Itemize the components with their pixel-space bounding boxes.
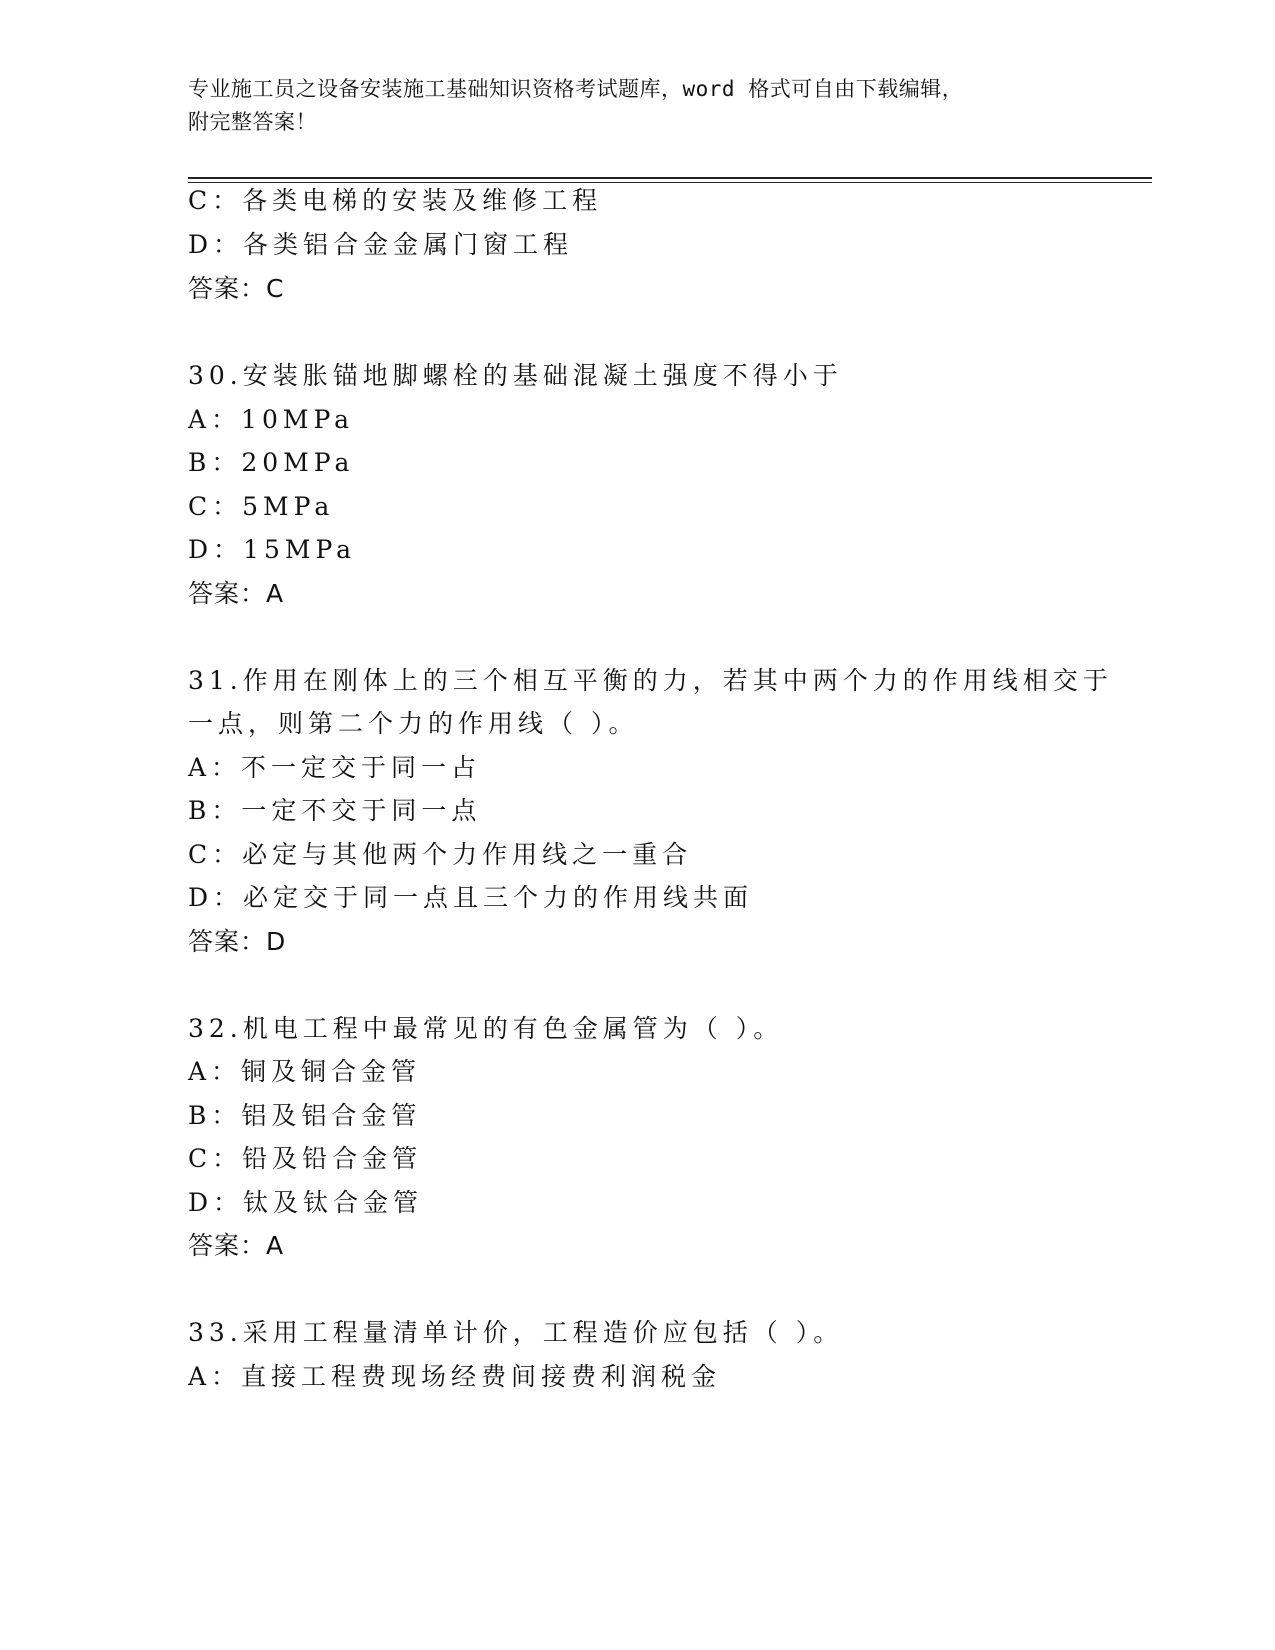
q32-option-c: C：铅及铅合金管 [188,1144,423,1173]
q29-option-d: D：各类铝合金金属门窗工程 [188,230,574,259]
q32-option-a: A：铜及铜合金管 [188,1057,422,1086]
q31-option-b: B：一定不交于同一点 [188,796,482,825]
q31-option-c: C：必定与其他两个力作用线之一重合 [188,840,693,869]
q31-answer: 答案：D [188,927,287,956]
q31-option-a: A：不一定交于同一占 [188,753,482,782]
header-line-2: 附完整答案！ [188,110,317,134]
q32-answer: 答案：A [188,1231,285,1260]
q31-option-d: D：必定交于同一点且三个力的作用线共面 [188,883,754,912]
q30-option-d: D：15MPa [188,535,357,564]
q30-option-a: A：10MPa [188,405,355,434]
q33-question: 33.采用工程量清单计价，工程造价应包括（ ）。 [188,1318,844,1347]
q32-option-d: D：钛及钛合金管 [188,1188,424,1217]
q29-option-c: C：各类电梯的安装及维修工程 [188,186,603,215]
q31-question-line-1: 31.作用在刚体上的三个相互平衡的力，若其中两个力的作用线相交于 [188,666,1113,695]
q32-option-b: B：铝及铝合金管 [188,1101,422,1130]
header-line-1: 专业施工员之设备安装施工基础知识资格考试题库，word 格式可自由下载编辑， [188,77,964,101]
q30-question: 30.安装胀锚地脚螺栓的基础混凝土强度不得小于 [188,361,843,390]
q33-option-a: A：直接工程费现场经费间接费利润税金 [188,1362,722,1391]
document-header [188,73,1148,139]
q31-question-line-2: 一点，则第二个力的作用线（ ）。 [188,709,639,738]
q29-answer: 答案：C [188,274,285,303]
q30-answer: 答案：A [188,579,285,608]
q30-option-b: B：20MPa [188,448,355,477]
header-divider-thick [188,177,1152,179]
q32-question: 32.机电工程中最常见的有色金属管为（ ）。 [188,1014,784,1043]
q30-option-c: C：5MPa [188,492,335,521]
header-divider-thin [188,182,1152,183]
